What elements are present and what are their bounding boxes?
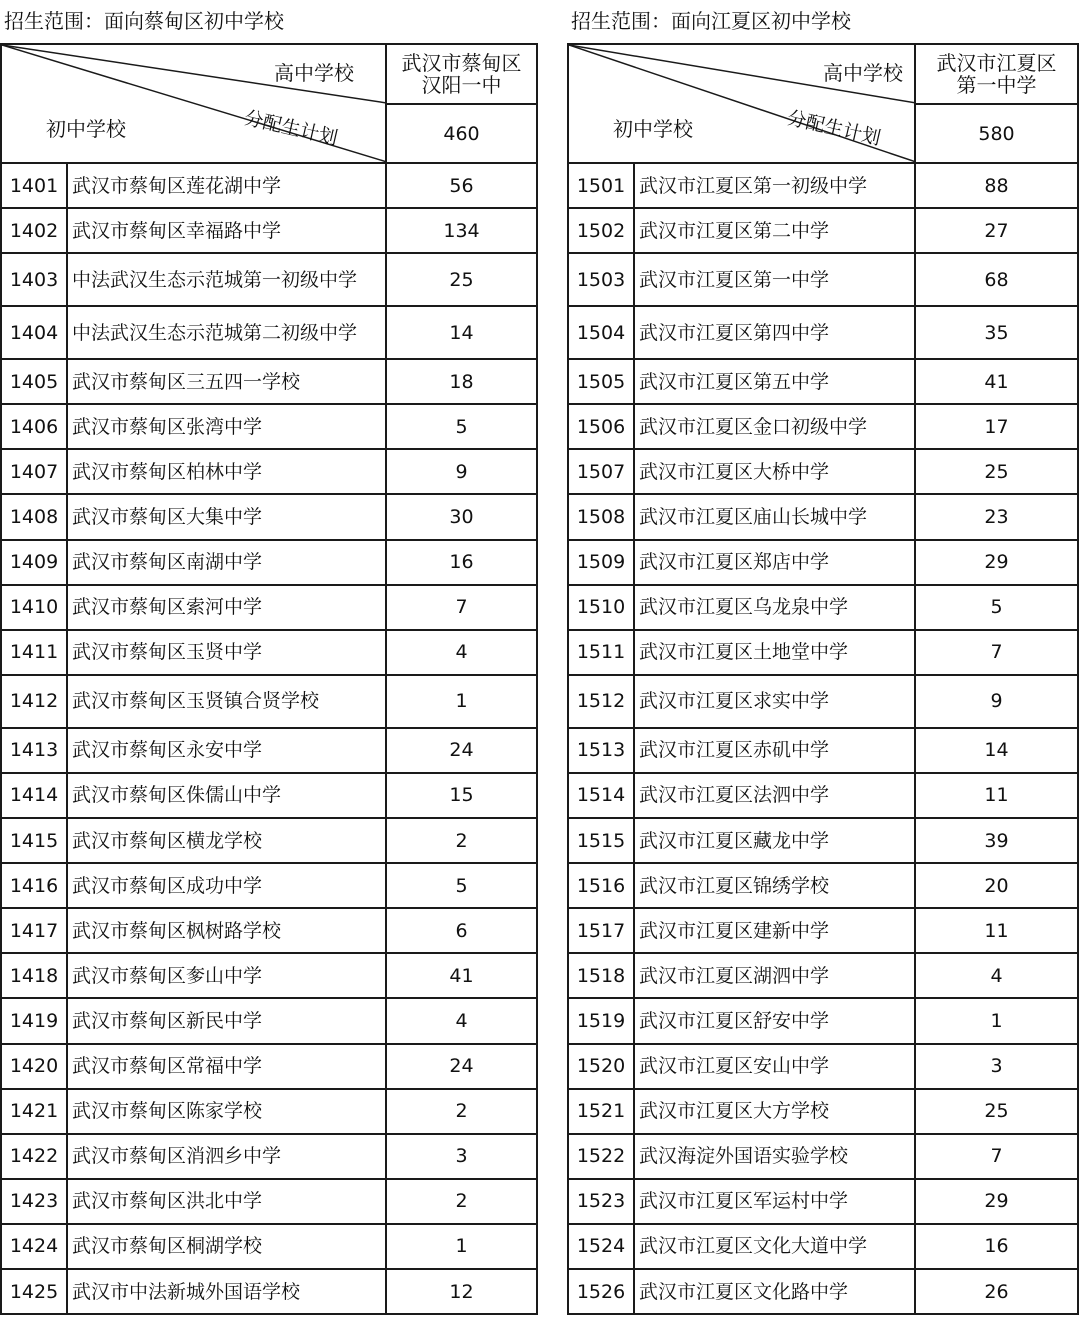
school-code: 1421 xyxy=(1,1089,67,1134)
school-code: 1413 xyxy=(1,728,67,773)
allocation-count: 9 xyxy=(386,449,537,494)
school-name: 武汉市江夏区求实中学 xyxy=(634,675,915,728)
plan-label: 分配生计划 xyxy=(242,106,340,150)
school-name: 武汉市蔡甸区洪北中学 xyxy=(67,1179,386,1224)
school-name: 中法武汉生态示范城第一初级中学 xyxy=(67,253,386,306)
table-row xyxy=(1,1089,537,1134)
school-name: 武汉市中法新城外国语学校 xyxy=(67,1269,386,1314)
allocation-count: 23 xyxy=(915,494,1078,539)
allocation-count: 25 xyxy=(915,449,1078,494)
school-code: 1503 xyxy=(568,253,634,306)
school-name: 武汉市江夏区土地堂中学 xyxy=(634,630,915,675)
allocation-count: 3 xyxy=(386,1134,537,1179)
school-code: 1409 xyxy=(1,540,67,585)
middle-school-label: 初中学校 xyxy=(613,117,693,141)
allocation-table xyxy=(567,43,1079,1315)
school-name: 武汉市蔡甸区枫树路学校 xyxy=(67,908,386,953)
school-code: 1404 xyxy=(1,306,67,359)
table-row xyxy=(1,773,537,818)
table-row xyxy=(568,953,1078,998)
school-name: 武汉市蔡甸区柏林中学 xyxy=(67,449,386,494)
allocation-count: 1 xyxy=(386,1224,537,1269)
school-code: 1513 xyxy=(568,728,634,773)
table-row xyxy=(568,818,1078,863)
table-row xyxy=(1,863,537,908)
table-row xyxy=(568,728,1078,773)
school-code: 1414 xyxy=(1,773,67,818)
school-name: 武汉市江夏区金口初级中学 xyxy=(634,404,915,449)
school-name: 武汉市蔡甸区张湾中学 xyxy=(67,404,386,449)
total-plan: 460 xyxy=(386,104,537,163)
school-name: 武汉市蔡甸区幸福路中学 xyxy=(67,208,386,253)
allocation-count: 6 xyxy=(386,908,537,953)
table-row xyxy=(568,998,1078,1043)
school-name: 武汉市江夏区锦绣学校 xyxy=(634,863,915,908)
school-name: 武汉市江夏区藏龙中学 xyxy=(634,818,915,863)
table-row xyxy=(1,163,537,208)
allocation-count: 14 xyxy=(915,728,1078,773)
school-name: 中法武汉生态示范城第二初级中学 xyxy=(67,306,386,359)
school-name: 武汉市江夏区湖泗中学 xyxy=(634,953,915,998)
school-name: 武汉市江夏区第一初级中学 xyxy=(634,163,915,208)
right-panel xyxy=(567,0,1080,1315)
allocation-count: 7 xyxy=(386,585,537,630)
table-row xyxy=(568,540,1078,585)
school-code: 1505 xyxy=(568,359,634,404)
school-code: 1514 xyxy=(568,773,634,818)
school-code: 1516 xyxy=(568,863,634,908)
table-row xyxy=(1,494,537,539)
school-name: 武汉市江夏区大桥中学 xyxy=(634,449,915,494)
allocation-count: 41 xyxy=(915,359,1078,404)
allocation-count: 5 xyxy=(386,863,537,908)
school-code: 1520 xyxy=(568,1044,634,1089)
school-code: 1418 xyxy=(1,953,67,998)
school-name: 武汉市蔡甸区消泗乡中学 xyxy=(67,1134,386,1179)
school-name: 武汉市江夏区第五中学 xyxy=(634,359,915,404)
school-name: 武汉市蔡甸区南湖中学 xyxy=(67,540,386,585)
table-body xyxy=(1,163,537,1314)
school-code: 1420 xyxy=(1,1044,67,1089)
school-name: 武汉市江夏区庙山长城中学 xyxy=(634,494,915,539)
school-code: 1518 xyxy=(568,953,634,998)
school-name: 武汉市蔡甸区玉贤镇合贤学校 xyxy=(67,675,386,728)
school-name: 武汉市蔡甸区三五四一学校 xyxy=(67,359,386,404)
school-code: 1510 xyxy=(568,585,634,630)
school-name: 武汉市蔡甸区莲花湖中学 xyxy=(67,163,386,208)
school-code: 1519 xyxy=(568,998,634,1043)
school-name: 武汉市江夏区赤矶中学 xyxy=(634,728,915,773)
school-name: 武汉市蔡甸区索河中学 xyxy=(67,585,386,630)
table-row xyxy=(1,253,537,306)
allocation-count: 7 xyxy=(915,630,1078,675)
school-code: 1522 xyxy=(568,1134,634,1179)
allocation-count: 134 xyxy=(386,208,537,253)
allocation-count: 9 xyxy=(915,675,1078,728)
table-row xyxy=(1,306,537,359)
school-name: 武汉市江夏区舒安中学 xyxy=(634,998,915,1043)
allocation-count: 7 xyxy=(915,1134,1078,1179)
table-row xyxy=(1,359,537,404)
table-row xyxy=(568,1044,1078,1089)
table-row xyxy=(1,1044,537,1089)
table-row xyxy=(1,818,537,863)
allocation-count: 11 xyxy=(915,908,1078,953)
school-name: 武汉市蔡甸区横龙学校 xyxy=(67,818,386,863)
table-row xyxy=(1,953,537,998)
allocation-count: 20 xyxy=(915,863,1078,908)
allocation-count: 68 xyxy=(915,253,1078,306)
table-row xyxy=(568,585,1078,630)
table-row xyxy=(1,1269,537,1314)
allocation-count: 30 xyxy=(386,494,537,539)
table-row xyxy=(568,1269,1078,1314)
school-code: 1425 xyxy=(1,1269,67,1314)
allocation-count: 3 xyxy=(915,1044,1078,1089)
table-row xyxy=(568,359,1078,404)
table-row xyxy=(1,208,537,253)
school-code: 1405 xyxy=(1,359,67,404)
school-code: 1419 xyxy=(1,998,67,1043)
school-name: 武汉市江夏区军运村中学 xyxy=(634,1179,915,1224)
table-row xyxy=(1,540,537,585)
school-code: 1524 xyxy=(568,1224,634,1269)
allocation-count: 29 xyxy=(915,540,1078,585)
school-code: 1515 xyxy=(568,818,634,863)
school-code: 1408 xyxy=(1,494,67,539)
school-code: 1509 xyxy=(568,540,634,585)
allocation-count: 24 xyxy=(386,1044,537,1089)
table-row xyxy=(568,404,1078,449)
allocation-count: 2 xyxy=(386,1179,537,1224)
school-name: 武汉市蔡甸区陈家学校 xyxy=(67,1089,386,1134)
school-code: 1501 xyxy=(568,163,634,208)
allocation-count: 24 xyxy=(386,728,537,773)
high-school-name: 武汉市蔡甸区 汉阳一中 xyxy=(386,44,537,104)
table-row xyxy=(568,208,1078,253)
plan-label: 分配生计划 xyxy=(785,106,883,150)
table-row xyxy=(568,494,1078,539)
allocation-count: 1 xyxy=(915,998,1078,1043)
school-name: 武汉市江夏区第二中学 xyxy=(634,208,915,253)
table-row xyxy=(568,449,1078,494)
table-row xyxy=(568,773,1078,818)
school-code: 1504 xyxy=(568,306,634,359)
high-school-label: 高中学校 xyxy=(274,61,354,85)
allocation-count: 5 xyxy=(915,585,1078,630)
school-name: 武汉市蔡甸区常福中学 xyxy=(67,1044,386,1089)
diagonal-header-cell xyxy=(568,44,915,163)
school-code: 1517 xyxy=(568,908,634,953)
table-row xyxy=(568,163,1078,208)
school-code: 1415 xyxy=(1,818,67,863)
allocation-count: 2 xyxy=(386,818,537,863)
school-code: 1401 xyxy=(1,163,67,208)
school-code: 1403 xyxy=(1,253,67,306)
middle-school-label: 初中学校 xyxy=(46,117,126,141)
table-row xyxy=(1,675,537,728)
table-row xyxy=(1,728,537,773)
table-row xyxy=(568,1224,1078,1269)
school-code: 1424 xyxy=(1,1224,67,1269)
school-code: 1507 xyxy=(568,449,634,494)
school-name: 武汉市蔡甸区桐湖学校 xyxy=(67,1224,386,1269)
allocation-count: 41 xyxy=(386,953,537,998)
school-code: 1521 xyxy=(568,1089,634,1134)
allocation-count: 39 xyxy=(915,818,1078,863)
school-code: 1411 xyxy=(1,630,67,675)
allocation-count: 16 xyxy=(386,540,537,585)
table-row xyxy=(568,630,1078,675)
school-code: 1410 xyxy=(1,585,67,630)
school-name: 武汉市蔡甸区奓山中学 xyxy=(67,953,386,998)
school-name: 武汉市江夏区第四中学 xyxy=(634,306,915,359)
allocation-count: 25 xyxy=(915,1089,1078,1134)
allocation-count: 35 xyxy=(915,306,1078,359)
allocation-count: 14 xyxy=(386,306,537,359)
allocation-count: 1 xyxy=(386,675,537,728)
table-body xyxy=(568,163,1078,1314)
table-row xyxy=(568,863,1078,908)
table-row xyxy=(568,253,1078,306)
school-name: 武汉市江夏区郑店中学 xyxy=(634,540,915,585)
table-row xyxy=(1,908,537,953)
table-row xyxy=(568,1089,1078,1134)
allocation-count: 56 xyxy=(386,163,537,208)
header-row xyxy=(568,44,1078,104)
allocation-count: 4 xyxy=(915,953,1078,998)
table-row xyxy=(568,1134,1078,1179)
allocation-count: 5 xyxy=(386,404,537,449)
table-row xyxy=(568,1179,1078,1224)
school-name: 武汉市蔡甸区永安中学 xyxy=(67,728,386,773)
table-row xyxy=(1,585,537,630)
school-code: 1412 xyxy=(1,675,67,728)
school-name: 武汉市江夏区乌龙泉中学 xyxy=(634,585,915,630)
allocation-count: 17 xyxy=(915,404,1078,449)
school-name: 武汉市江夏区建新中学 xyxy=(634,908,915,953)
allocation-count: 26 xyxy=(915,1269,1078,1314)
table-row xyxy=(568,675,1078,728)
school-name: 武汉市蔡甸区玉贤中学 xyxy=(67,630,386,675)
table-row xyxy=(1,1179,537,1224)
allocation-count: 4 xyxy=(386,630,537,675)
table-row xyxy=(568,306,1078,359)
high-school-name: 武汉市江夏区 第一中学 xyxy=(915,44,1078,104)
school-name: 武汉市蔡甸区成功中学 xyxy=(67,863,386,908)
school-name: 武汉市蔡甸区侏儒山中学 xyxy=(67,773,386,818)
school-code: 1423 xyxy=(1,1179,67,1224)
school-code: 1406 xyxy=(1,404,67,449)
left-panel xyxy=(0,0,538,1315)
high-school-label: 高中学校 xyxy=(823,61,903,85)
allocation-count: 12 xyxy=(386,1269,537,1314)
allocation-count: 29 xyxy=(915,1179,1078,1224)
school-code: 1511 xyxy=(568,630,634,675)
allocation-count: 25 xyxy=(386,253,537,306)
scope-label: 招生范围：面向江夏区初中学校 xyxy=(571,9,851,33)
school-code: 1523 xyxy=(568,1179,634,1224)
table-row xyxy=(1,404,537,449)
school-name: 武汉市江夏区第一中学 xyxy=(634,253,915,306)
school-code: 1407 xyxy=(1,449,67,494)
school-code: 1508 xyxy=(568,494,634,539)
allocation-count: 16 xyxy=(915,1224,1078,1269)
school-name: 武汉市江夏区法泗中学 xyxy=(634,773,915,818)
school-code: 1526 xyxy=(568,1269,634,1314)
school-name: 武汉市江夏区大方学校 xyxy=(634,1089,915,1134)
table-row xyxy=(1,1134,537,1179)
school-name: 武汉市江夏区安山中学 xyxy=(634,1044,915,1089)
allocation-count: 2 xyxy=(386,1089,537,1134)
school-code: 1512 xyxy=(568,675,634,728)
table-row xyxy=(1,449,537,494)
school-name: 武汉市蔡甸区新民中学 xyxy=(67,998,386,1043)
allocation-count: 11 xyxy=(915,773,1078,818)
total-plan: 580 xyxy=(915,104,1078,163)
school-code: 1422 xyxy=(1,1134,67,1179)
school-code: 1502 xyxy=(568,208,634,253)
diagonal-header-cell xyxy=(1,44,386,163)
allocation-count: 88 xyxy=(915,163,1078,208)
table-row xyxy=(1,630,537,675)
school-name: 武汉市江夏区文化路中学 xyxy=(634,1269,915,1314)
allocation-count: 27 xyxy=(915,208,1078,253)
table-row xyxy=(568,908,1078,953)
school-code: 1506 xyxy=(568,404,634,449)
allocation-count: 4 xyxy=(386,998,537,1043)
school-name: 武汉市江夏区文化大道中学 xyxy=(634,1224,915,1269)
school-code: 1416 xyxy=(1,863,67,908)
allocation-table xyxy=(0,43,538,1315)
header-row xyxy=(1,44,537,104)
school-name: 武汉市蔡甸区大集中学 xyxy=(67,494,386,539)
school-code: 1402 xyxy=(1,208,67,253)
table-row xyxy=(1,998,537,1043)
school-name: 武汉海淀外国语实验学校 xyxy=(634,1134,915,1179)
scope-label: 招生范围：面向蔡甸区初中学校 xyxy=(4,9,284,33)
school-code: 1417 xyxy=(1,908,67,953)
allocation-count: 15 xyxy=(386,773,537,818)
table-row xyxy=(1,1224,537,1269)
allocation-count: 18 xyxy=(386,359,537,404)
